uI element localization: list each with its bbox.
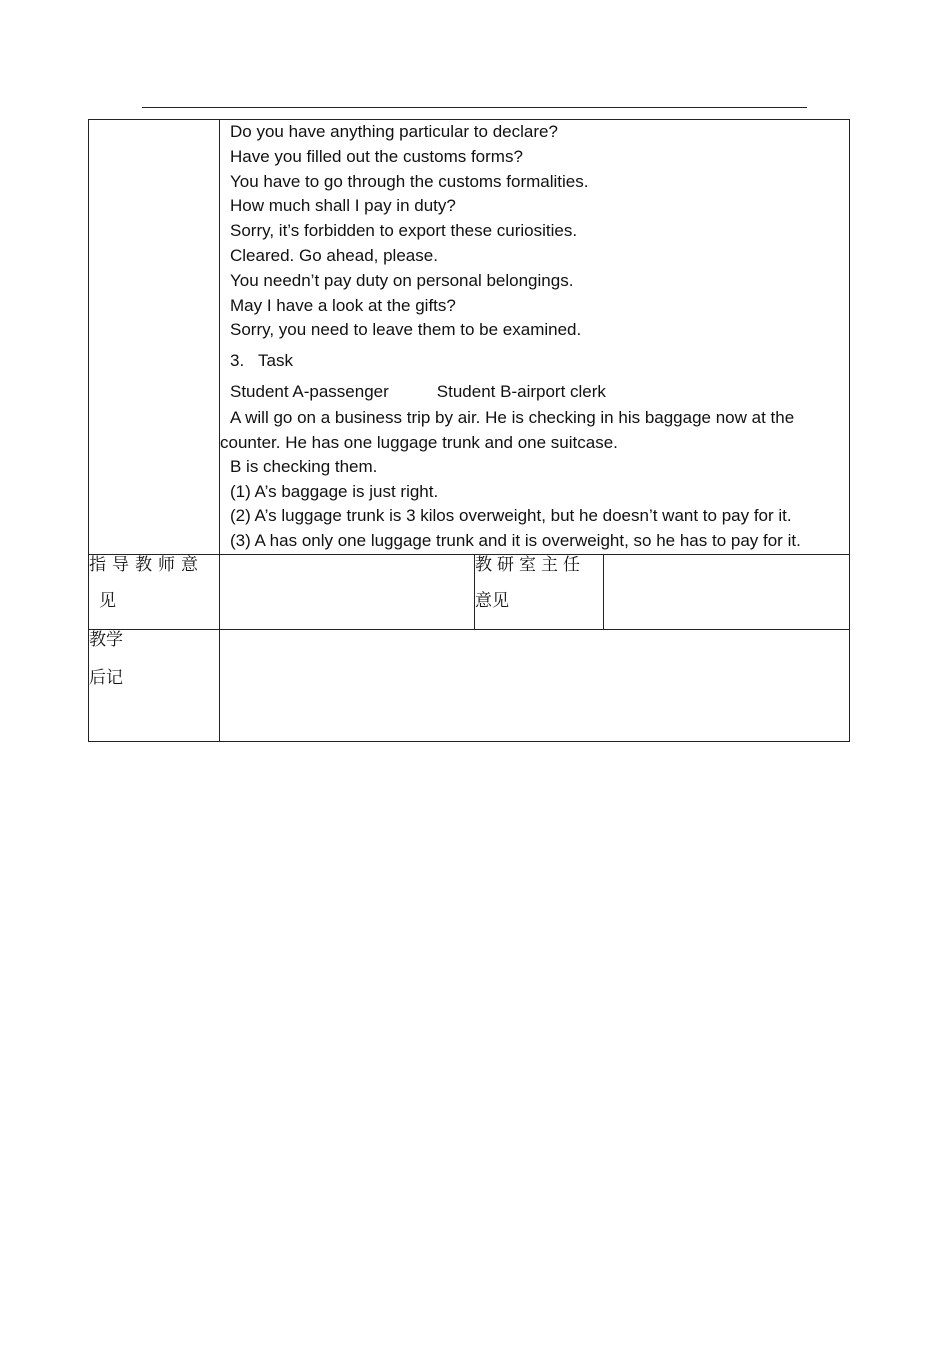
task-checking: B is checking them. bbox=[230, 456, 378, 476]
guide-teacher-field bbox=[220, 554, 475, 629]
phrase-line: How much shall I pay in duty? bbox=[230, 196, 456, 216]
phrase-line: Cleared. Go ahead, please. bbox=[230, 245, 438, 265]
content-row bbox=[89, 120, 850, 555]
task-case: (1) A’s baggage is just right. bbox=[230, 481, 439, 501]
guide-teacher-label: 指导教师意 见 bbox=[89, 554, 220, 629]
phrase-line: Have you filled out the customs forms? bbox=[230, 146, 523, 166]
left-blank-cell bbox=[89, 120, 220, 555]
director-label: 教研室主任 意见 bbox=[475, 554, 604, 629]
task-case: (2) A’s luggage trunk is 3 kilos overweight, but he doesn’t want to pay for it. bbox=[230, 506, 792, 526]
notes-row bbox=[89, 629, 850, 741]
task-title: Task bbox=[258, 351, 293, 371]
teaching-notes-field bbox=[220, 629, 850, 741]
task-heading bbox=[220, 349, 849, 374]
task-number: 3. bbox=[230, 351, 245, 371]
phrase-line: Sorry, it’s forbidden to export these curiosities. bbox=[230, 221, 578, 241]
director-field bbox=[604, 554, 850, 629]
role-a: Student A-passenger bbox=[230, 381, 389, 401]
opinion-row bbox=[89, 554, 850, 629]
role-b: Student B-airport clerk bbox=[436, 381, 606, 401]
phrase-line: Do you have anything particular to declare? bbox=[230, 122, 558, 141]
content-cell bbox=[220, 120, 850, 555]
header-rule bbox=[142, 107, 807, 108]
phrase-line: You have to go through the customs formalities. bbox=[230, 171, 589, 191]
phrase-line: May I have a look at the gifts? bbox=[230, 295, 456, 315]
lesson-plan-table bbox=[88, 119, 850, 742]
teaching-notes-label: 教学 后记 bbox=[89, 629, 220, 741]
phrase-line: You needn’t pay duty on personal belongings. bbox=[230, 270, 574, 290]
task-scenario: A will go on a business trip by air. He is checking in his baggage now at the counter. He has one luggage trunk and one suitcase. bbox=[220, 407, 795, 452]
task-roles bbox=[220, 380, 849, 405]
task-case: (3) A has only one luggage trunk and it is overweight, so he has to pay for it. bbox=[230, 531, 801, 551]
phrase-line: Sorry, you need to leave them to be examined. bbox=[230, 320, 582, 340]
